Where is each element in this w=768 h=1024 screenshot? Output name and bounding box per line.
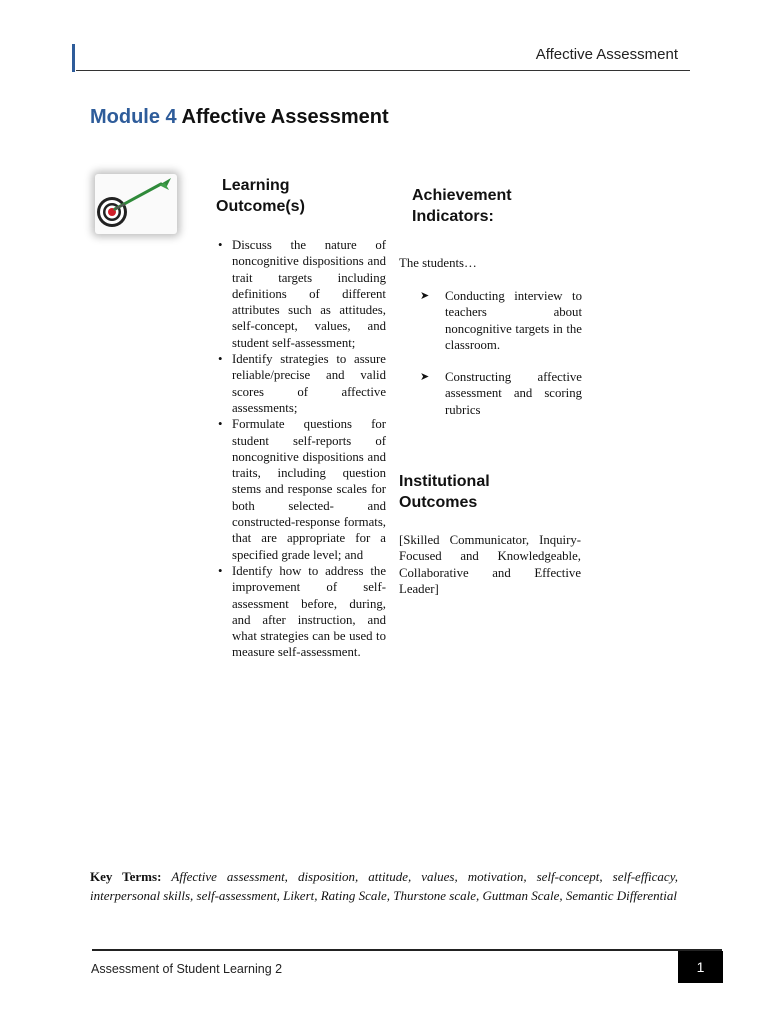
achievement-indicators-heading [412, 185, 582, 227]
learning-outcome-item: • Identify strategies to assure reliable/precise and valid scores of affective assessments; [216, 351, 386, 416]
header-rule [76, 70, 690, 71]
achievement-indicators-heading-line2: Indicators: [412, 208, 494, 225]
running-header-title: Affective Assessment [535, 46, 678, 63]
achievement-indicators-list [420, 288, 582, 434]
key-terms [90, 867, 678, 905]
key-terms-text: Affective assessment, disposition, attitude, values, motivation, self-concept, self-efficacy, interpersonal skills, self-assessment, Likert, Rating Scale, Thurstone scale, Guttman Scale, Semantic Differential [90, 869, 678, 903]
institutional-outcomes-heading [399, 471, 569, 513]
module-name: Affective Assessment [181, 106, 389, 128]
achievement-indicators-heading-line1: Achievement [412, 187, 512, 204]
learning-outcomes-heading [216, 175, 346, 217]
key-terms-label: Key Terms: [90, 869, 162, 884]
learning-outcomes-heading-line1: Learning [222, 177, 290, 194]
institutional-outcomes-heading-line1: Institutional [399, 473, 490, 490]
learning-outcome-item: • Formulate questions for student self-reports of noncognitive dispositions and traits, including question stems and response scales for both selected- and constructed-response formats, that are appropriate for a specified grade level; and [216, 416, 386, 563]
page-number: 1 [678, 951, 723, 983]
arrowhead-bullet-icon: ➤ [420, 290, 430, 302]
institutional-outcomes-heading-line2: Outcomes [399, 494, 478, 511]
footer-rule [92, 949, 722, 951]
learning-outcome-item: • Discuss the nature of noncognitive dispositions and trait targets including definitions of different attributes such as attitudes, self-concept, values, and student self-assessment; [216, 237, 386, 351]
module-title [90, 106, 389, 129]
institutional-outcomes-text: [Skilled Communicator, Inquiry-Focused and Knowledgeable, Collaborative and Effective Leader] [399, 533, 581, 596]
learning-outcomes-list [216, 237, 386, 661]
header-accent-bar [72, 44, 75, 72]
dartboard-target-icon [95, 174, 177, 234]
indicator-text: Constructing affective assessment and scoring rubrics [445, 370, 582, 417]
footer-course-title: Assessment of Student Learning 2 [91, 962, 283, 976]
indicator-item [420, 288, 582, 353]
module-number: Module 4 [90, 106, 177, 128]
indicator-item [420, 369, 582, 418]
learning-outcome-item: • Identify how to address the improvement of self-assessment before, during, and after instruction, and what strategies can be used to measure self-assessment. [216, 563, 386, 661]
students-intro: The students… [399, 256, 477, 270]
arrowhead-bullet-icon: ➤ [420, 371, 430, 384]
indicator-text: Conducting interview to teachers about noncognitive targets in the classroom. [445, 289, 582, 352]
learning-outcomes-heading-line2: Outcome(s) [216, 198, 305, 215]
